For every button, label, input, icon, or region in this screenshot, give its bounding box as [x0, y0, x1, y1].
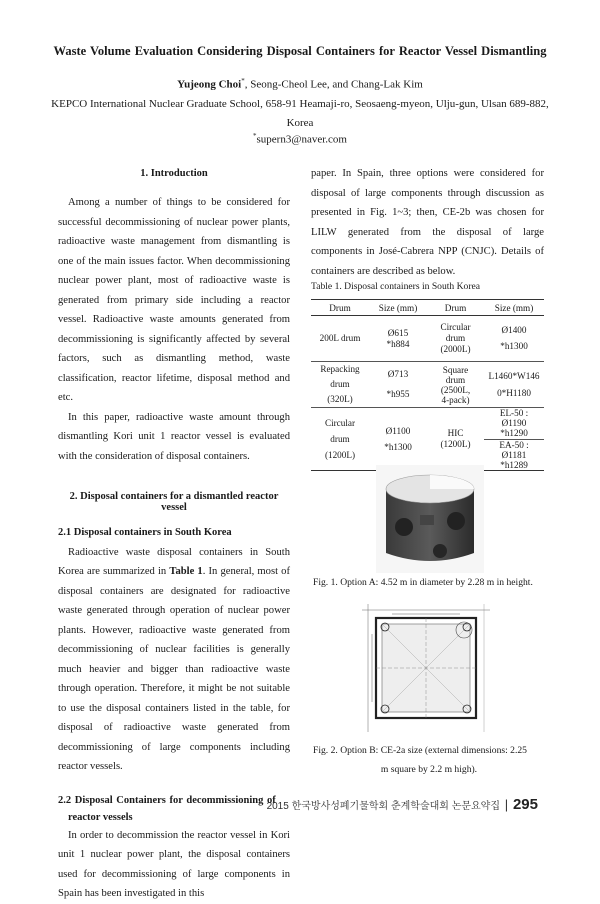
section2-heading-line1: 2. Disposal containers for a dismantled reactor: [69, 491, 279, 502]
coauthors: , Seong-Cheol Lee, and Chang-Lak Kim: [244, 78, 423, 91]
intro-heading: 1. Introduction: [140, 168, 208, 179]
section2-heading-line2: vessel: [161, 502, 187, 513]
subsection-2-2-paragraph: In order to decommission the reactor vessel in Kori unit 1 nuclear power plant, the disposal containers used for decommissioning of large components in Spain has been investigated in this: [58, 829, 290, 899]
table-1-reference: Table 1: [169, 566, 203, 577]
table-row: [311, 408, 544, 471]
cell-size: L1460*W146 0*H1180: [484, 362, 544, 408]
cell-size: Ø1100 *h1300: [369, 408, 427, 471]
figure-2-caption-line1: Fig. 2. Option B: CE-2a size (external dimensions: 2.25: [313, 745, 527, 756]
first-author: Yujeong Choi: [177, 78, 242, 91]
table-1: [311, 299, 544, 471]
table-1-caption: Table 1. Disposal containers in South Korea: [311, 281, 481, 292]
cell-size: Ø1400 *h1300: [484, 316, 544, 362]
author-line: [0, 77, 600, 91]
intro-paragraph-1: Among a number of things to be considered for successful decommissioning of nuclear power plants, radioactive waste management from dismantling is one of the main issues factor. When decommissioning nuclear power plant, most of radioactive waste is generated from primary side including a reactor vessel. Radioactive waste amounts generated from decommissioning is significantly affected by several factors, such as dismantling method, waste classification, reactor lifetime, disposal method and etc.: [58, 197, 290, 403]
figure-1-caption: Fig. 1. Option A: 4.52 m in diameter by 2.28 m in height.: [313, 577, 533, 588]
header-size-2: Size (mm): [484, 300, 544, 316]
el-50-spec: EL-50 : Ø1190 *h1290: [484, 408, 544, 440]
subsection-2-2-heading-line1: 2.2 Disposal Containers for decommissioning of: [58, 794, 276, 806]
subsection-2-1-heading: 2.1 Disposal containers in South Korea: [58, 527, 232, 538]
left-column: [58, 168, 290, 904]
cell-drum: Square drum (2500L, 4-pack): [427, 362, 484, 408]
subsection-2-1-paragraph: [58, 543, 290, 777]
header-drum-2: Drum: [427, 300, 484, 316]
right-column-paragraph: paper. In Spain, three options were considered for disposal of large components through discussion as presented in Fig. 1~3; then, CE-2b was chosen for LILW generated from the disposal of large components in José-Cabrera NPP (CNJC). Details of containers are described as below.: [311, 168, 544, 277]
page-footer: [267, 796, 538, 813]
ea-50-spec: EA-50 : Ø1181 *h1289: [499, 440, 529, 470]
figure-2-drawing: [362, 604, 490, 732]
cell-drum: Repacking drum (320L): [311, 362, 369, 408]
paper-title: Waste Volume Evaluation Considering Disposal Containers for Reactor Vessel Dismantling: [53, 44, 547, 58]
cell-size: Ø713 *h955: [369, 362, 427, 408]
header-drum-1: Drum: [311, 300, 369, 316]
cell-drum: Circular drum (1200L): [311, 408, 369, 471]
figure-2-caption: [313, 741, 545, 779]
email-address: supern3@naver.com: [256, 133, 347, 146]
section2-heading: [58, 491, 290, 513]
intro-paragraph-2: In this paper, radioactive waste amount through dismantling Kori unit 1 reactor vessel is evaluated with the consideration of disposal containers.: [58, 411, 290, 462]
p21-text-a: Radioactive waste disposal containers in South Korea are summarized in: [58, 546, 290, 577]
cell-size: [484, 408, 544, 471]
corresponding-mark: *: [241, 77, 245, 85]
email-line: [0, 132, 600, 146]
subsection-2-2-heading: [58, 792, 290, 826]
email-mark: *: [253, 132, 257, 140]
table-row: [311, 316, 544, 362]
affiliation: KEPCO International Nuclear Graduate School, 658-91 Heamaji-ro, Seosaeng-myeon, Ulju-gun, Ulsan 689-882, Korea: [51, 98, 549, 129]
p21-text-b: . In general, most of disposal containers are designated for radioactive waste generated through operation of nuclear power plants. However, radioactive waste generated from decommissioning of nuclear facilities is generally much heavier and bigger than radioactive waste through operation. Therefore, it might be not suitable to use the disposal containers listed in the table, for disposal of radioactive waste generated from decommissioning of large components including reactor vessels.: [58, 566, 290, 772]
cell-drum: Circular drum (2000L): [427, 316, 484, 362]
cell-size: Ø615 *h884: [369, 316, 427, 362]
table-header-row: [311, 300, 544, 316]
header-size-1: Size (mm): [369, 300, 427, 316]
cell-drum: HIC (1200L): [427, 408, 484, 471]
figure-1-container-image: [376, 465, 484, 573]
cell-drum: 200L drum: [311, 316, 369, 362]
figure-2-caption-line2: m square by 2.2 m high).: [380, 764, 478, 775]
table-row: [311, 362, 544, 408]
subsection-2-2-heading-line2: reactor vessels: [68, 811, 133, 823]
footer-proceedings-title: 2015 한국방사성폐기물학회 춘계학술대회 논문요약집: [266, 801, 501, 812]
page-number: 295: [512, 796, 538, 813]
footer-separator: |: [504, 797, 509, 812]
